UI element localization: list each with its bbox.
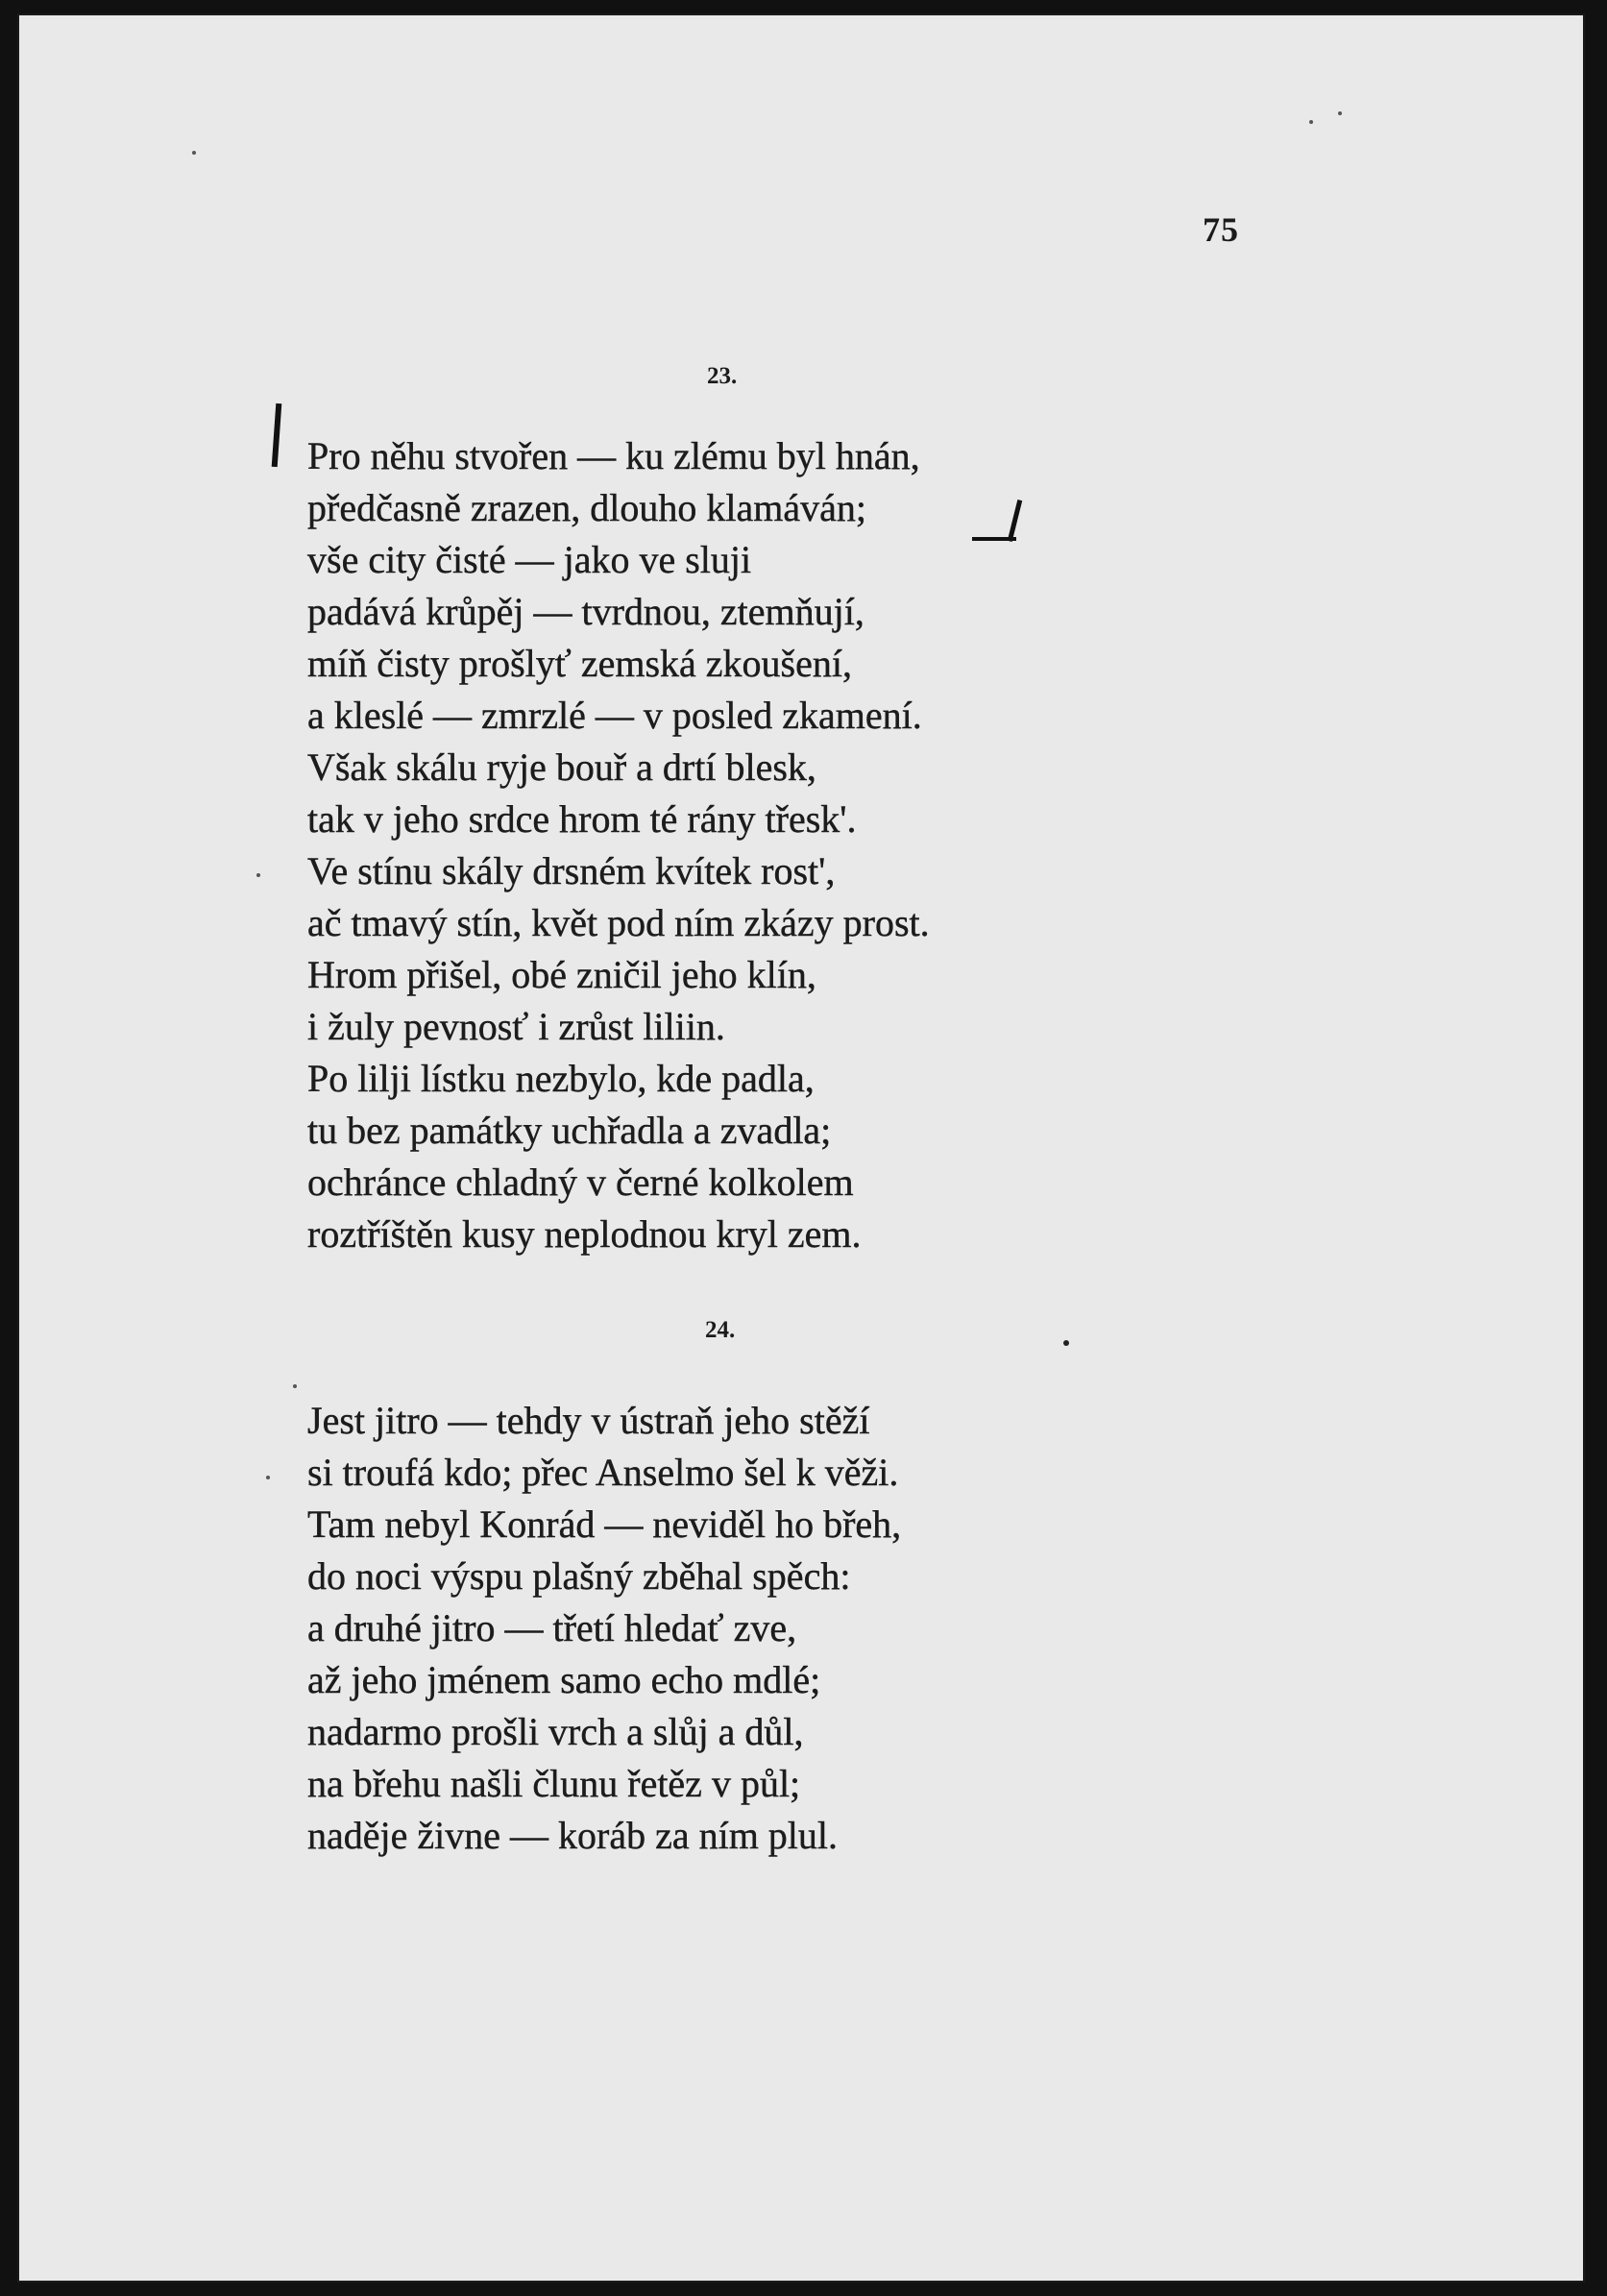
verse-line: tu bez památky uchřadla a zvadla; [307, 1109, 832, 1152]
verse-line: míň čisty prošlyť zemská zkoušení, [307, 642, 852, 685]
verse-line: i žuly pevnosť i zrůst liliin. [307, 1005, 725, 1048]
verse-line: a druhé jitro — třetí hledať zve, [307, 1606, 797, 1649]
verse-line: nadarmo prošli vrch a slůj a důl, [307, 1710, 804, 1753]
correction-underline [972, 537, 1016, 541]
paper-speck [1309, 120, 1313, 124]
verse-line: si troufá kdo; přec Anselmo šel k věži. [307, 1451, 899, 1494]
verse-line: padává krůpěj — tvrdnou, ztemňují, [307, 590, 864, 633]
verse-line: Jest jitro — tehdy v ústraň jeho stěží [307, 1399, 870, 1442]
paper-speck [256, 873, 260, 877]
verse-line: Hrom přišel, obé zničil jeho klín, [307, 953, 816, 996]
verse-line: vše city čisté — jako ve sluji [307, 538, 752, 581]
verse-line: Pro něhu stvořen — ku zlému byl hnán, [307, 434, 920, 477]
verse-line: tak v jeho srdce hrom té rány třesk'. [307, 797, 857, 841]
verse-line: až jeho jménem samo echo mdlé; [307, 1658, 821, 1701]
verse-line: Po lilji lístku nezbylo, kde padla, [307, 1057, 815, 1100]
verse-line: naděje živne — koráb za ním plul. [307, 1814, 839, 1857]
paper-speck [293, 1384, 297, 1388]
verse-line: předčasně zrazen, dlouho klamáván; [307, 486, 866, 529]
verse-line: do noci výspu plašný zběhal spěch: [307, 1554, 851, 1598]
verse-line: ač tmavý stín, květ pod ním zkázy prost. [307, 901, 930, 944]
poem-section-24 [307, 1395, 901, 1862]
verse-line: Tam nebyl Konrád — neviděl ho břeh, [307, 1502, 902, 1546]
paper-speck [192, 151, 196, 155]
paper-speck [1063, 1340, 1069, 1346]
verse-line: na břehu našli člunu řetěz v půl; [307, 1762, 801, 1805]
verse-line: Ve stínu skály drsném kvítek rost', [307, 849, 836, 892]
page-number: 75 [1203, 210, 1239, 249]
verse-line: a kleslé — zmrzlé — v posled zkamení. [307, 694, 922, 737]
verse-line: Však skálu ryje bouř a drtí blesk, [307, 745, 816, 789]
paper-speck [266, 1476, 270, 1479]
verse-line: roztříštěn kusy neplodnou kryl zem. [307, 1212, 862, 1256]
paper-speck [1338, 111, 1342, 115]
section-number-23: 23. [707, 363, 738, 389]
section-number-24: 24. [705, 1317, 736, 1343]
verse-line: ochránce chladný v černé kolkolem [307, 1160, 854, 1204]
poem-section-23 [307, 430, 930, 1260]
paper-speck [9, 845, 12, 849]
